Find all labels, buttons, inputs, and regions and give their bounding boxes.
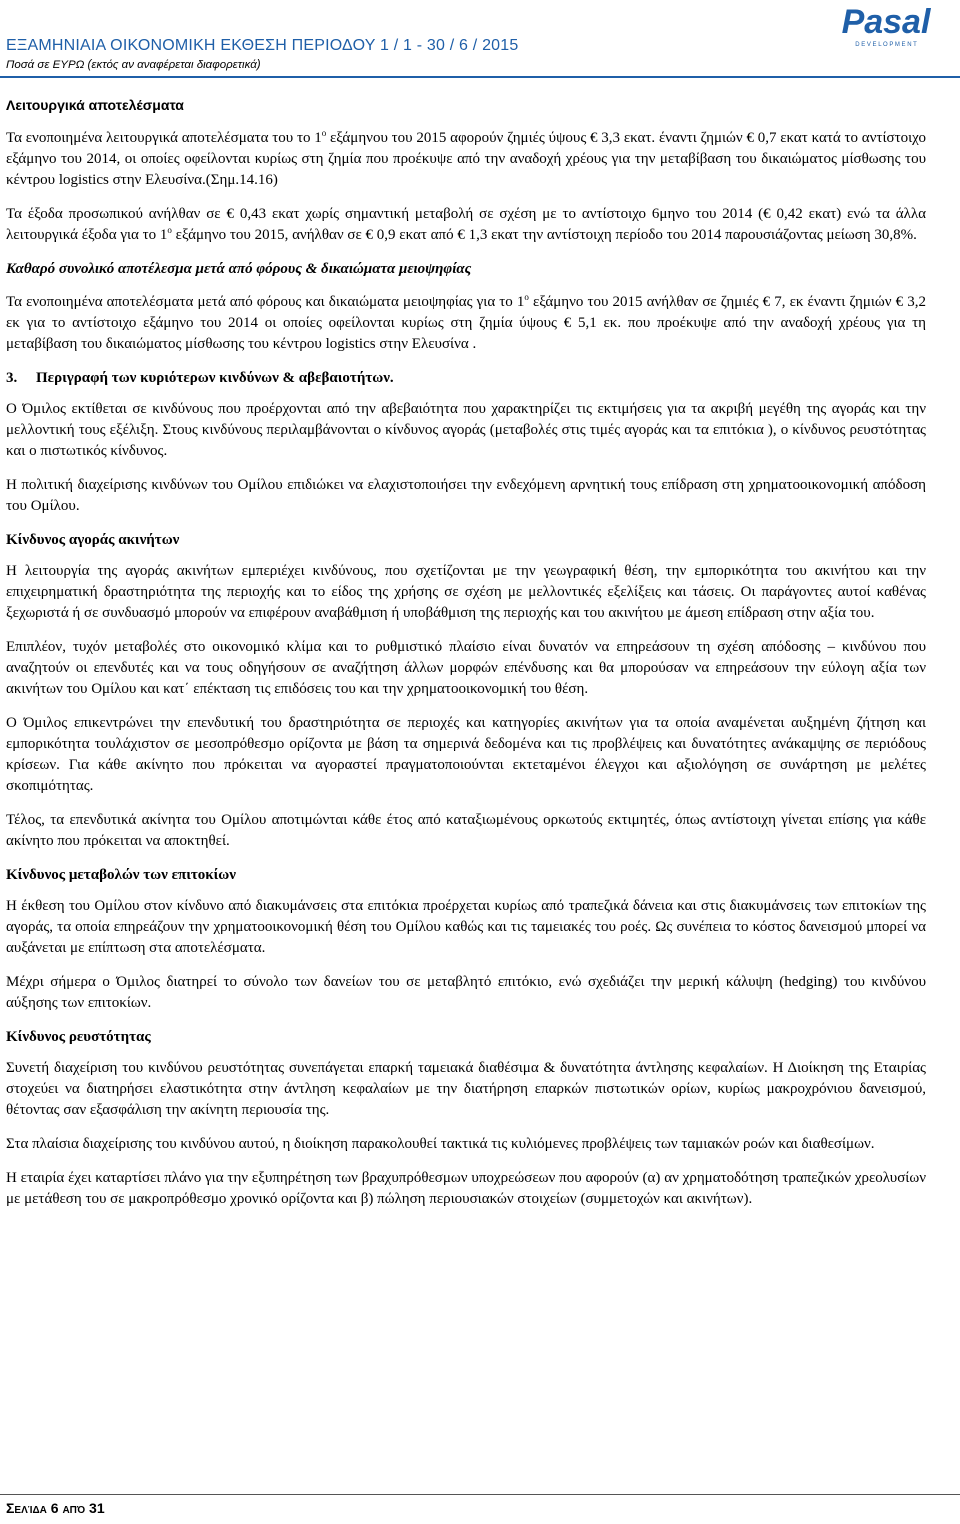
paragraph-operating-results-1: Τα ενοποιημένα λειτουργικά αποτελέσματα του το $1^o$ εξάμηνου του 2015 αφορούν ζημιές ύψους € 3,3 εκατ. έναντι ζημιών € 0,7 εκατ κατά το αντίστοιχο εξάμηνο του 2014, οι οποίες οφείλονται κυρίως στη ζημία που προέκυψε από την αναδοχή χρέους για την μεταβίβαση του δικαιώματος μίσθωσης του κέντρου logistics στην Ελευσίνα.(Σημ.14.16) <box>6 128 926 188</box>
paragraph-interest-rate-2: Μέχρι σήμερα ο Όμιλος διατηρεί το σύνολο των δανείων του σε μεταβλητό επιτόκιο, ενώ σχεδιάζει την μερική κάλυψη (hedging) του κινδύνου αύξησης των επιτοκίων. <box>6 974 926 1011</box>
paragraph-risks-2: Η πολιτική διαχείρισης κινδύνων του Ομίλου επιδιώκει να ελαχιστοποιήσει την ενδεχόμενη αρνητική τους επίδραση στη χρηματοοικονομική απόδοση του Ομίλου. <box>6 477 926 514</box>
paragraph-real-estate-2: Επιπλέον, τυχόν μεταβολές στο οικονομικό κλίμα και το ρυθμιστικό πλαίσιο είναι δυνατόν να επηρεάσουν τη σχέση απόδοσης – κινδύνου που αναζητούν οι επενδυτές και να τους οδηγήσουν σε αναζήτηση άλλων μορφών επένδυσης και θα μπορούσαν να επηρεάσουν την εύλογη αξία των ακινήτων του Ομίλου και κατ΄ επέκταση τις επιδόσεις του και την χρηματοοικονομική του θέση. <box>6 639 926 697</box>
section-heading-interest-rate-risk: Κίνδυνος μεταβολών των επιτοκίων <box>6 867 236 883</box>
report-title: ΕΞΑΜΗΝΙΑΙΑ ΟΙΚΟΝΟΜΙΚΗ ΕΚΘΕΣΗ ΠΕΡΙΟΔΟΥ 1 / 1 - 30 / 6 / 2015 <box>6 37 519 54</box>
currency-note: Ποσά σε ΕΥΡΩ (εκτός αν αναφέρεται διαφορετικά) <box>6 59 261 71</box>
logo-tagline: D E V E L O P M E N T <box>855 42 917 48</box>
pasal-logo <box>840 0 932 50</box>
section-heading-risks: 3. Περιγραφή των κυριότερων κινδύνων & αβεβαιοτήτων. <box>6 368 926 389</box>
paragraph-operating-results-2: Τα έξοδα προσωπικού ανήλθαν σε € 0,43 εκατ χωρίς σημαντική μεταβολή σε σχέση με το αντίστοιχο 6μηνο του 2014 (€ 0,42 εκατ) ενώ τα άλλα λειτουργικά έξοδα για το $1^o$ εξάμηνο του 2015, ανήλθαν σε € 0,9 εκατ από € 1,3 εκατ την αντίστοιχη περίοδο του 2014 παρουσιάζοντας μείωση 30,8%. <box>6 206 926 243</box>
report-body <box>6 95 926 1223</box>
paragraph-net-result: Τα ενοποιημένα αποτελέσματα μετά από φόρους και δικαιώματα μειοψηφίας για το $1^o$ εξάμηνο του 2015 ανήλθαν σε ζημιές € 7, εκ έναντι ζημιών € 3,2 εκ για το αντίστοιχο εξάμηνο του 2014 οι οποίες οφείλονται κυρίως στη ζημία ύψους € 5,1 εκ. που προέκυψε από την αναδοχή χρέους για τη μεταβίβαση του δικαιώματος μίσθωσης του κέντρου logistics στην Ελευσίνα . <box>6 292 927 352</box>
section-heading-real-estate-risk: Κίνδυνος αγοράς ακινήτων <box>6 532 180 548</box>
paragraph-risks-1: Ο Όμιλος εκτίθεται σε κινδύνους που προέρχονται από την αβεβαιότητα που χαρακτηρίζει τις εκτιμήσεις για τα ακριβή μεγέθη της αγοράς και την μελλοντική τους εξέλιξη. Στους κινδύνους περιλαμβάνονται ο κίνδυνος αγοράς (μεταβολές στις τιμές αγοράς και τα επιτόκια ), ο κίνδυνος ρευστότητας και ο πιστωτικός κίνδυνος. <box>6 401 926 459</box>
logo-wordmark: Pasal <box>841 3 931 41</box>
section-number: 3. <box>6 370 18 386</box>
paragraph-real-estate-4: Τέλος, τα επενδυτικά ακίνητα του Ομίλου αποτιμώνται κάθε έτος από καταξιωμένους ορκωτούς εκτιμητές, όπως αντίστοιχη γίνεται επίσης για κάθε ακίνητο που πρόκειται να αποκτηθεί. <box>6 812 926 849</box>
section-heading-operating-results: Λειτουργικά αποτελέσματα <box>6 97 184 113</box>
section-heading-net-result: Καθαρό συνολικό αποτέλεσμα μετά από φόρους & δικαιώματα μειοψηφίας <box>6 261 472 277</box>
section-heading-liquidity-risk: Κίνδυνος ρευστότητας <box>6 1029 151 1045</box>
paragraph-real-estate-3: Ο Όμιλος επικεντρώνει την επενδυτική του δραστηριότητα σε περιοχές και κατηγορίες ακινήτων για τα οποία αναμένεται αυξημένη ζήτηση και εμπορικότητα τουλάχιστον σε μεσοπρόθεσμο ορίζοντα με βάση τα σημερινά δεδομένα και τις προβλέψεις και δυνατότητες ανάκαμψης σε περιόδους κρίσεων. Για κάθε ακίνητο που πρόκειται να αγοραστεί πραγματοποιούνται εκτεταμένοι έλεγχοι και αξιολόγηση σε συνάρτηση με μελέτες σκοπιμότητας. <box>6 715 926 794</box>
page-number: Σελίδα 6 από 31 <box>6 1500 105 1516</box>
paragraph-liquidity-3: Η εταιρία έχει καταρτίσει πλάνο για την εξυπηρέτηση των βραχυπρόθεσμων υποχρεώσεων που αφορούν (α) αν χρηματοδότηση τραπεζικών χρεολυσίων με μετάθεση του σε μακροπρόθεσμο χρονικό ορίζοντα και β) πώληση περιουσιακών στοιχείων (συμμετοχών και ακινήτων). <box>6 1170 926 1207</box>
paragraph-interest-rate-1: Η έκθεση του Ομίλου στον κίνδυνο από διακυμάνσεις στα επιτόκια προέρχεται κυρίως από τραπεζικά δάνεια και στις διακυμάνσεις των επιτοκίων της αγοράς, τα οποία επηρεάζουν την χρηματοοικονομική θέση του Ομίλου καθώς και τις ταμειακές του ροές. Ως συνέπεια το κόστος δανεισμού μπορεί να αυξάνεται με επίπτωση στα αποτελέσματα. <box>6 898 926 956</box>
footer-divider <box>0 1494 960 1495</box>
header-divider <box>0 76 960 78</box>
paragraph-real-estate-1: Η λειτουργία της αγοράς ακινήτων εμπεριέχει κινδύνους, που σχετίζονται με την γεωγραφική θέση, την εμπορικότητα του ακινήτου και την επιχειρηματική δραστηριότητα της περιοχής και το είδος της χρήσης σε σχέση με μελλοντικές εξελίξεις και τάσεις. Οι παράγοντες αυτοί καθένας ξεχωριστά ή σε συνδυασμό μπορούν να επιφέρουν αναβάθμιση ή υποβάθμιση της περιοχής και του ακινήτου με άμεση επίδραση στην αξία του. <box>6 563 926 621</box>
paragraph-liquidity-1: Συνετή διαχείριση του κινδύνου ρευστότητας συνεπάγεται επαρκή ταμειακά διαθέσιμα & δυνατότητα άντλησης κεφαλαίων. Η Διοίκηση της Εταιρίας στοχεύει να διατηρήσει ελαστικότητα στην άντληση κεφαλαίων με την διατήρηση επαρκών πιστωτικών ορίων, κυρίως μακροχρόνιου δανεισμού, θέτοντας σαν εξασφάλιση την ακίνητη περιουσία της. <box>6 1060 926 1118</box>
paragraph-liquidity-2: Στα πλαίσια διαχείρισης του κινδύνου αυτού, η διοίκηση παρακολουθεί τακτικά τις κυλιόμενες προβλέψεις των ταμιακών ροών και διαθεσίμων. <box>6 1136 875 1152</box>
